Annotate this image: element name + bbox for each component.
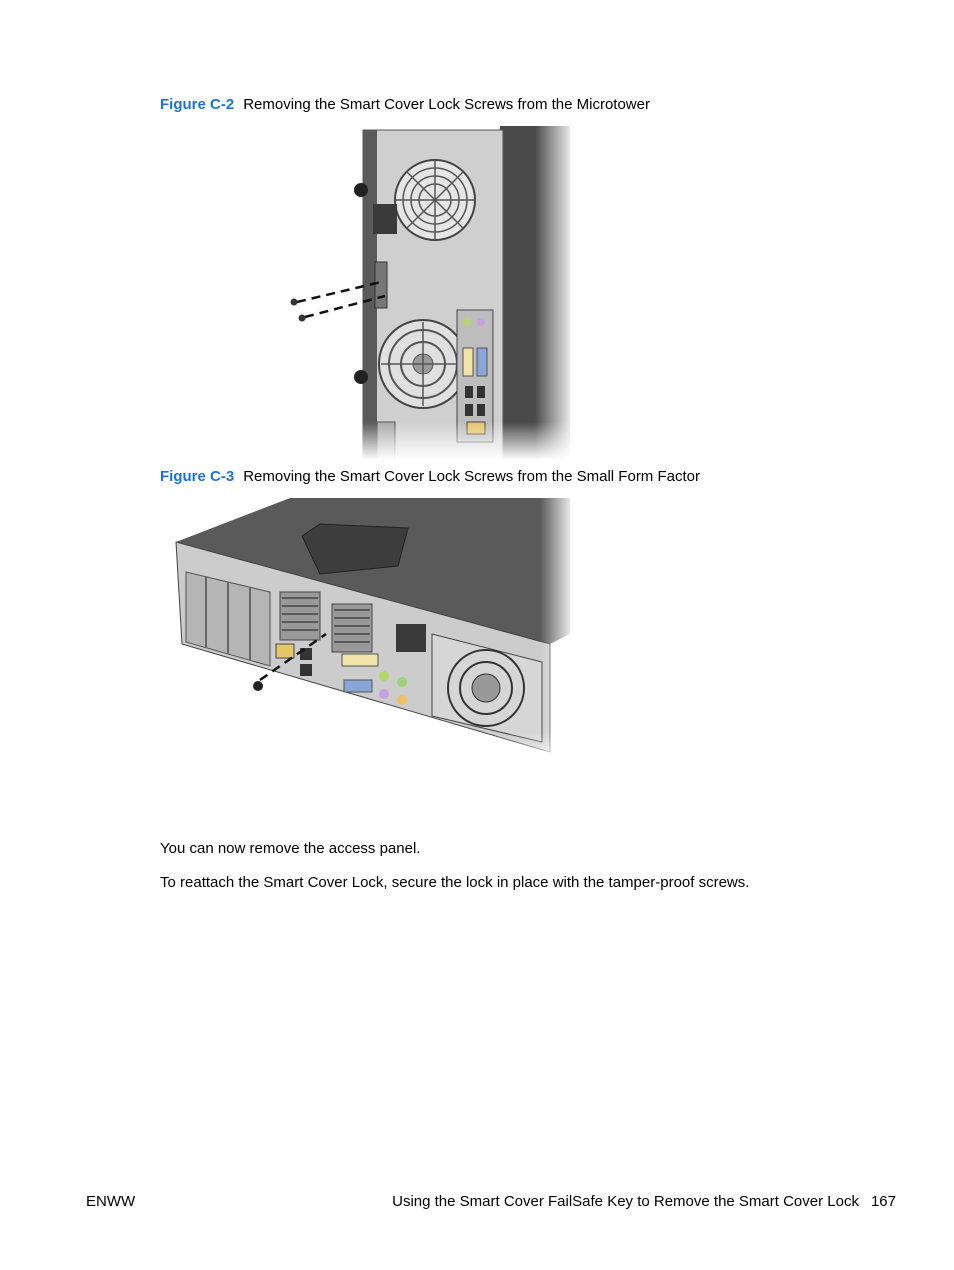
screw-icon bbox=[299, 315, 306, 322]
screw-icon bbox=[291, 299, 298, 306]
footer-left-label: ENWW bbox=[86, 1193, 136, 1210]
body-paragraph-2: To reattach the Smart Cover Lock, secure the lock in place with the tamper-proof screws. bbox=[160, 874, 750, 891]
figure-c2-title: Removing the Smart Cover Lock Screws from the Microtower bbox=[243, 96, 650, 113]
figure-c3-number: Figure C-3 bbox=[160, 468, 235, 485]
small-form-factor-rear-illustration bbox=[170, 494, 575, 764]
power-connector-icon bbox=[373, 204, 397, 234]
microtower-rear-illustration bbox=[285, 122, 575, 460]
figure-c2-number: Figure C-2 bbox=[160, 96, 235, 113]
figure-c2-caption bbox=[160, 96, 650, 113]
page-number: 167 bbox=[870, 1193, 896, 1210]
figure-c3-title: Removing the Smart Cover Lock Screws from the Small Form Factor bbox=[243, 468, 700, 485]
power-connector-icon bbox=[396, 624, 426, 652]
psu-fan-grille bbox=[395, 160, 475, 240]
footer-right bbox=[392, 1193, 896, 1210]
screw-icon bbox=[253, 681, 263, 691]
case-fan-grille bbox=[379, 320, 467, 408]
body-paragraph-1: You can now remove the access panel. bbox=[160, 840, 421, 857]
footer-section-title: Using the Smart Cover FailSafe Key to Remove the Smart Cover Lock bbox=[392, 1193, 859, 1210]
figure-c3-caption bbox=[160, 468, 700, 485]
